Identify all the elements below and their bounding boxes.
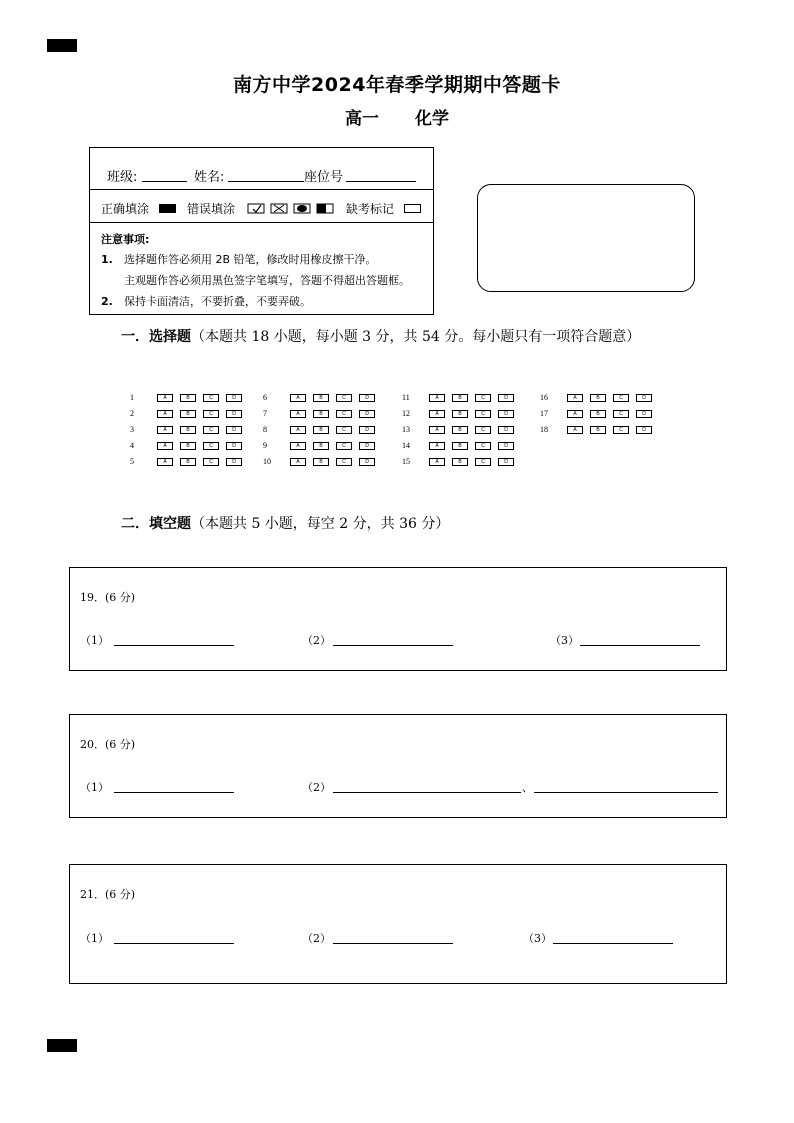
note-item: 2. 保持卡面清洁，不要折叠，不要弄破。: [101, 295, 311, 308]
fill-question-header: 19．(6 分): [80, 591, 136, 604]
option-bubble-d[interactable]: D: [226, 394, 242, 402]
option-bubble-a[interactable]: A: [157, 426, 173, 434]
page-subtitle: [0, 104, 794, 129]
blank-label: （2）: [302, 781, 331, 794]
option-bubble-b[interactable]: B: [452, 458, 468, 466]
option-bubble-c[interactable]: C: [336, 458, 352, 466]
blank-label: （2）: [302, 932, 331, 945]
option-bubble-c[interactable]: C: [203, 410, 219, 418]
absent-mark-box[interactable]: [404, 204, 421, 213]
option-bubble-c[interactable]: C: [475, 442, 491, 450]
question-number: 17: [540, 409, 548, 418]
option-bubble-a[interactable]: A: [157, 410, 173, 418]
option-bubble-b[interactable]: B: [452, 442, 468, 450]
option-bubble-c[interactable]: C: [475, 410, 491, 418]
question-number: 8: [263, 425, 267, 434]
option-bubble-b[interactable]: B: [313, 426, 329, 434]
correct-fill-label: 正确填涂: [101, 202, 150, 216]
page-title: 南方中学2024年春季学期期中答题卡: [233, 74, 561, 96]
blank-label: （1）: [80, 781, 109, 794]
section2-title: 二．填空题（本题共 5 小题，每空 2 分，共 36 分）: [121, 516, 450, 532]
option-bubble-c[interactable]: C: [203, 458, 219, 466]
option-bubble-c[interactable]: C: [336, 410, 352, 418]
answer-blank-line[interactable]: [534, 792, 718, 793]
question-number: 3: [130, 425, 134, 434]
question-number: 15: [402, 457, 410, 466]
question-number: 11: [402, 393, 410, 402]
option-bubble-d[interactable]: D: [359, 442, 375, 450]
blank-label: （3）: [550, 634, 579, 647]
option-bubble-a[interactable]: A: [429, 394, 445, 402]
option-bubble-d[interactable]: D: [359, 458, 375, 466]
wrong-fill-label: 错误填涂: [187, 202, 236, 216]
option-bubble-a[interactable]: A: [290, 458, 306, 466]
blank-label: （3）: [523, 932, 552, 945]
fill-legend-row: [90, 190, 433, 223]
barcode-area: [477, 184, 695, 292]
absent-label: 缺考标记: [346, 202, 395, 216]
question-number: 4: [130, 441, 134, 450]
option-bubble-b[interactable]: B: [452, 394, 468, 402]
blank-separator: 、: [522, 781, 533, 794]
fill-question-header: 20．(6 分): [80, 738, 136, 751]
option-bubble-c[interactable]: C: [475, 426, 491, 434]
option-bubble-b[interactable]: B: [313, 394, 329, 402]
seat-label: 座位号: [304, 170, 344, 185]
option-bubble-b[interactable]: B: [590, 410, 606, 418]
subject-label: 化学: [415, 109, 449, 129]
note-item: 主观题作答必须用黑色签字笔填写，答题不得超出答题框。: [124, 274, 410, 287]
section1-title: 一．选择题（本题共 18 小题，每小题 3 分，共 54 分。每小题只有一项符合题意）: [121, 329, 641, 345]
option-bubble-a[interactable]: A: [567, 410, 583, 418]
option-bubble-d[interactable]: D: [636, 394, 652, 402]
option-bubble-c[interactable]: C: [203, 426, 219, 434]
seat-field[interactable]: [346, 181, 416, 182]
option-bubble-d[interactable]: D: [226, 442, 242, 450]
option-bubble-b[interactable]: B: [452, 410, 468, 418]
answer-blank-line[interactable]: [114, 645, 234, 646]
option-bubble-a[interactable]: A: [290, 426, 306, 434]
option-bubble-a[interactable]: A: [290, 410, 306, 418]
option-bubble-d[interactable]: D: [359, 394, 375, 402]
option-bubble-b[interactable]: B: [452, 426, 468, 434]
option-bubble-a[interactable]: A: [567, 426, 583, 434]
option-bubble-d[interactable]: D: [359, 426, 375, 434]
option-bubble-d[interactable]: D: [226, 426, 242, 434]
option-bubble-b[interactable]: B: [180, 442, 196, 450]
option-bubble-b[interactable]: B: [313, 442, 329, 450]
option-bubble-b[interactable]: B: [180, 426, 196, 434]
option-bubble-d[interactable]: D: [498, 410, 514, 418]
option-bubble-b[interactable]: B: [180, 410, 196, 418]
student-info-box: [89, 147, 434, 315]
option-bubble-b[interactable]: B: [180, 458, 196, 466]
question-number: 13: [402, 425, 410, 434]
class-label: 班级:: [107, 170, 138, 185]
registration-mark-top: [47, 39, 77, 52]
option-bubble-c[interactable]: C: [475, 394, 491, 402]
wrong-fill-samples-icon: [247, 203, 335, 214]
option-bubble-b[interactable]: B: [590, 426, 606, 434]
question-number: 9: [263, 441, 267, 450]
fill-question-19-box: [69, 567, 727, 671]
fill-question-20-box: [69, 714, 727, 818]
option-bubble-d[interactable]: D: [636, 426, 652, 434]
option-bubble-d[interactable]: D: [226, 410, 242, 418]
question-number: 6: [263, 393, 267, 402]
answer-blank-line[interactable]: [114, 943, 234, 944]
correct-fill-sample: [159, 204, 176, 213]
option-bubble-a[interactable]: A: [429, 442, 445, 450]
option-bubble-b[interactable]: B: [313, 458, 329, 466]
answer-blank-line[interactable]: [114, 792, 234, 793]
notes-title: 注意事项:: [101, 233, 150, 246]
answer-blank-line[interactable]: [333, 645, 453, 646]
registration-mark-bottom: [47, 1039, 77, 1052]
question-number: 2: [130, 409, 134, 418]
grade-label: 高一: [345, 109, 379, 129]
option-bubble-a[interactable]: A: [429, 410, 445, 418]
answer-blank-line[interactable]: [333, 943, 453, 944]
question-number: 5: [130, 457, 134, 466]
answer-blank-line[interactable]: [553, 943, 673, 944]
option-bubble-c[interactable]: C: [203, 394, 219, 402]
option-bubble-c[interactable]: C: [336, 394, 352, 402]
option-bubble-c[interactable]: C: [613, 426, 629, 434]
question-number: 12: [402, 409, 410, 418]
option-bubble-c[interactable]: C: [336, 426, 352, 434]
blank-label: （1）: [80, 932, 109, 945]
answer-blank-line[interactable]: [580, 645, 700, 646]
option-bubble-a[interactable]: A: [157, 394, 173, 402]
question-number: 7: [263, 409, 267, 418]
note-item: 1. 选择题作答必须用 2B 铅笔，修改时用橡皮擦干净。: [101, 253, 377, 266]
question-number: 14: [402, 441, 410, 450]
option-bubble-c[interactable]: C: [203, 442, 219, 450]
option-bubble-d[interactable]: D: [636, 410, 652, 418]
option-bubble-d[interactable]: D: [498, 458, 514, 466]
fill-question-21-box: [69, 864, 727, 984]
answer-blank-line[interactable]: [333, 792, 521, 793]
option-bubble-a[interactable]: A: [429, 458, 445, 466]
option-bubble-a[interactable]: A: [157, 442, 173, 450]
option-bubble-b[interactable]: B: [590, 394, 606, 402]
question-number: 1: [130, 393, 134, 402]
question-number: 10: [263, 457, 271, 466]
name-label: 姓名:: [194, 170, 225, 185]
class-field[interactable]: [142, 181, 187, 182]
option-bubble-b[interactable]: B: [313, 410, 329, 418]
option-bubble-c[interactable]: C: [613, 410, 629, 418]
option-bubble-d[interactable]: D: [498, 394, 514, 402]
blank-label: （2）: [302, 634, 331, 647]
option-bubble-b[interactable]: B: [180, 394, 196, 402]
student-info-row: [90, 148, 433, 190]
option-bubble-a[interactable]: A: [157, 458, 173, 466]
name-field[interactable]: [228, 181, 304, 182]
question-number: 16: [540, 393, 548, 402]
option-bubble-a[interactable]: A: [567, 394, 583, 402]
option-bubble-c[interactable]: C: [475, 458, 491, 466]
option-bubble-d[interactable]: D: [498, 426, 514, 434]
notes-section: [90, 223, 433, 316]
option-bubble-a[interactable]: A: [290, 442, 306, 450]
option-bubble-a[interactable]: A: [290, 394, 306, 402]
option-bubble-d[interactable]: D: [359, 410, 375, 418]
blank-label: （1）: [80, 634, 109, 647]
option-bubble-a[interactable]: A: [429, 426, 445, 434]
option-bubble-d[interactable]: D: [498, 442, 514, 450]
option-bubble-c[interactable]: C: [613, 394, 629, 402]
question-number: 18: [540, 425, 548, 434]
option-bubble-d[interactable]: D: [226, 458, 242, 466]
fill-question-header: 21．(6 分): [80, 888, 136, 901]
option-bubble-c[interactable]: C: [336, 442, 352, 450]
